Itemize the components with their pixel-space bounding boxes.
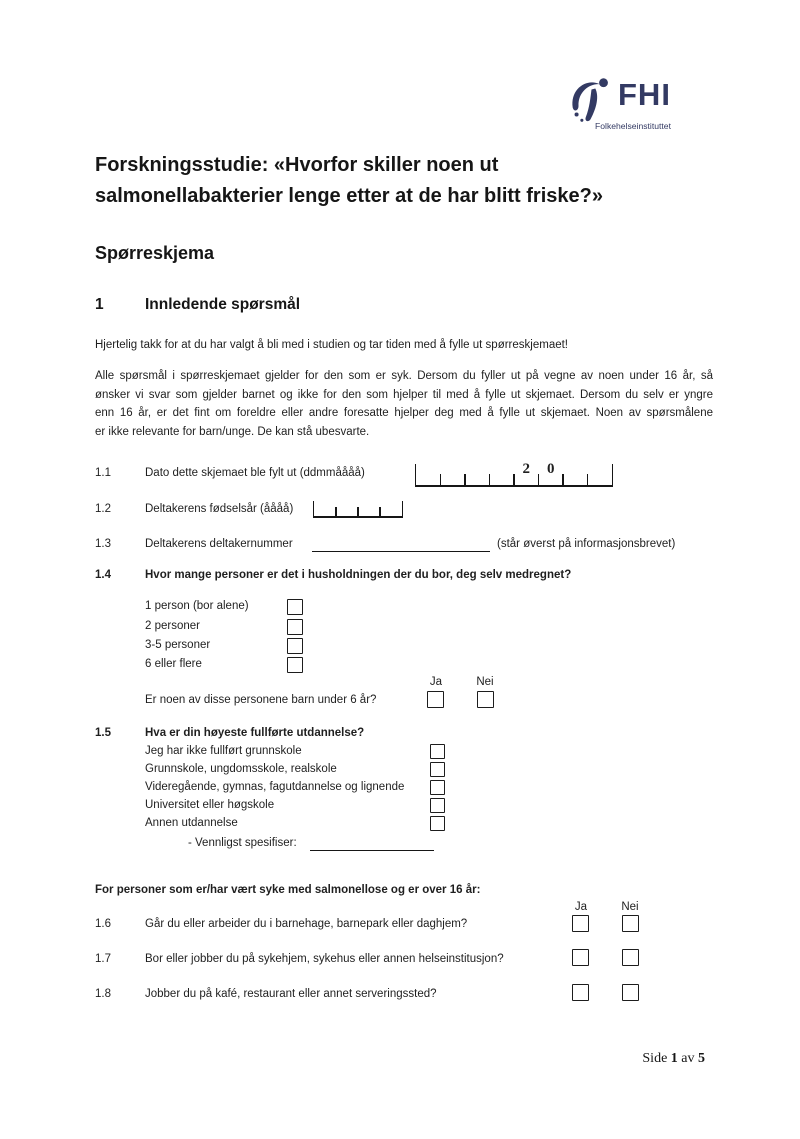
intro-line: ønsker vi svar som gjelder barnet og ikke for den som hjelper til med å fylle ut skjemaet. Dersom du selv er yngre xyxy=(95,388,713,401)
year-cell[interactable] xyxy=(336,501,358,516)
question-note: (står øverst på informasjonsbrevet) xyxy=(497,538,676,550)
intro-thanks: Hjertelig takk for at du har valgt å bli med i studien og tar tiden med å fylle ut spørreskjemaet! xyxy=(95,339,568,351)
intro-paragraph xyxy=(95,367,713,441)
question-label: Hva er din høyeste fullførte utdannelse? xyxy=(145,727,365,739)
section-title: Innledende spørsmål xyxy=(145,296,301,313)
checkbox-edu-videregaende[interactable] xyxy=(430,780,445,795)
checkbox-q1-8-no[interactable] xyxy=(622,984,639,1001)
page-footer xyxy=(95,1051,705,1067)
checkbox-q1-8-yes[interactable] xyxy=(572,984,589,1001)
specify-label: - Vennligst spesifiser: xyxy=(188,837,297,849)
checkbox-household-1[interactable] xyxy=(287,599,303,615)
column-header-yes: Ja xyxy=(429,676,443,688)
date-cell[interactable] xyxy=(588,464,613,485)
date-cell-value: 0 xyxy=(547,461,555,477)
footer-separator: av xyxy=(681,1051,695,1066)
year-cell[interactable] xyxy=(314,501,336,516)
option-label: 3-5 personer xyxy=(145,639,211,651)
checkbox-household-2[interactable] xyxy=(287,619,303,635)
column-header-yes: Ja xyxy=(574,901,588,913)
footer-page-total: 5 xyxy=(698,1051,705,1066)
year-cell[interactable] xyxy=(380,501,402,516)
document-subtitle: Spørreskjema xyxy=(95,243,215,263)
checkbox-edu-universitet[interactable] xyxy=(430,798,445,813)
column-header-no: Nei xyxy=(476,676,494,688)
option-label: 6 eller flere xyxy=(145,658,202,670)
fhi-logo xyxy=(569,75,687,139)
date-cell[interactable] xyxy=(416,464,441,485)
question-number: 1.3 xyxy=(95,538,111,550)
checkbox-q1-6-no[interactable] xyxy=(622,915,639,932)
option-label: Universitet eller høgskole xyxy=(145,799,275,811)
date-cell[interactable] xyxy=(490,464,515,485)
question-label: Hvor mange personer er det i husholdningen der du bor, deg selv medregnet? xyxy=(145,569,572,581)
question-number: 1.2 xyxy=(95,503,111,515)
question-number: 1.1 xyxy=(95,467,111,479)
checkbox-q1-7-no[interactable] xyxy=(622,949,639,966)
date-cell[interactable] xyxy=(514,461,539,485)
document-title xyxy=(95,150,720,212)
checkbox-edu-none[interactable] xyxy=(430,744,445,759)
option-label: Grunnskole, ungdomsskole, realskole xyxy=(145,763,337,775)
checkbox-edu-grunnskole[interactable] xyxy=(430,762,445,777)
question-number: 1.6 xyxy=(95,918,111,930)
intro-line: er ikke relevante for barn/unge. De kan stå ubesvarte. xyxy=(95,425,370,438)
date-cell[interactable] xyxy=(563,464,588,485)
checkbox-edu-annen[interactable] xyxy=(430,816,445,831)
option-label: Jeg har ikke fullført grunnskole xyxy=(145,745,302,757)
question-label: Deltakerens deltakernummer xyxy=(145,538,293,550)
option-label: Videregående, gymnas, fagutdannelse og lignende xyxy=(145,781,405,793)
question-label: Deltakerens fødselsår (åååå) xyxy=(145,503,294,515)
question-number: 1.7 xyxy=(95,953,111,965)
intro-line: Alle spørsmål i spørreskjemaet gjelder for den som er syk. Dersom du fyller ut på vegne av noen under 16 år, så xyxy=(95,370,713,382)
date-cell[interactable] xyxy=(441,464,466,485)
fhi-logo-subtitle: Folkehelseinstituttet xyxy=(595,121,671,131)
question-number: 1.4 xyxy=(95,569,111,581)
question-number: 1.8 xyxy=(95,988,111,1000)
participant-number-blank[interactable] xyxy=(312,538,490,552)
intro-line: enn 16 år, er det fint om foreldre eller andre foresatte hjelper deg med å fylle ut skjemaet. Noen av spørsmålene xyxy=(95,407,713,419)
footer-page-number: 1 xyxy=(670,1051,678,1066)
option-label: 2 personer xyxy=(145,620,200,632)
checkbox-household-6plus[interactable] xyxy=(287,657,303,673)
question-label: Går du eller arbeider du i barnehage, barnepark eller daghjem? xyxy=(145,918,468,930)
date-cell[interactable] xyxy=(539,461,564,485)
checkbox-children-under6-no[interactable] xyxy=(477,691,494,708)
column-header-no: Nei xyxy=(621,901,639,913)
footer-prefix: Side xyxy=(642,1051,668,1066)
question-number: 1.5 xyxy=(95,727,111,739)
specify-blank[interactable] xyxy=(310,837,434,851)
checkbox-q1-6-yes[interactable] xyxy=(572,915,589,932)
fhi-logo-text: FHI xyxy=(618,77,671,112)
year-cell[interactable] xyxy=(358,501,380,516)
checkbox-household-3-5[interactable] xyxy=(287,638,303,654)
question-label: Bor eller jobber du på sykehjem, sykehus eller annen helseinstitusjon? xyxy=(145,953,504,965)
sub-question-label: Er noen av disse personene barn under 6 år? xyxy=(145,694,377,706)
fhi-logo-icon xyxy=(569,76,613,126)
date-cell-value: 2 xyxy=(522,461,530,477)
option-label: 1 person (bor alene) xyxy=(145,600,249,612)
date-entry-field xyxy=(415,461,613,487)
document-title-line1: Forskningsstudie: «Hvorfor skiller noen ut xyxy=(95,154,499,176)
section-number: 1 xyxy=(95,296,104,313)
checkbox-children-under6-yes[interactable] xyxy=(427,691,444,708)
question-label: Jobber du på kafé, restaurant eller annet serveringssted? xyxy=(145,988,437,1000)
option-label: Annen utdannelse xyxy=(145,817,238,829)
over16-heading: For personer som er/har vært syke med salmonellose og er over 16 år: xyxy=(95,884,481,896)
question-label: Dato dette skjemaet ble fylt ut (ddmmåååå) xyxy=(145,467,365,479)
checkbox-q1-7-yes[interactable] xyxy=(572,949,589,966)
year-entry-field xyxy=(313,501,403,518)
document-title-line2: salmonellabakterier lenge etter at de har blitt friske?» xyxy=(95,185,603,207)
date-cell[interactable] xyxy=(465,464,490,485)
